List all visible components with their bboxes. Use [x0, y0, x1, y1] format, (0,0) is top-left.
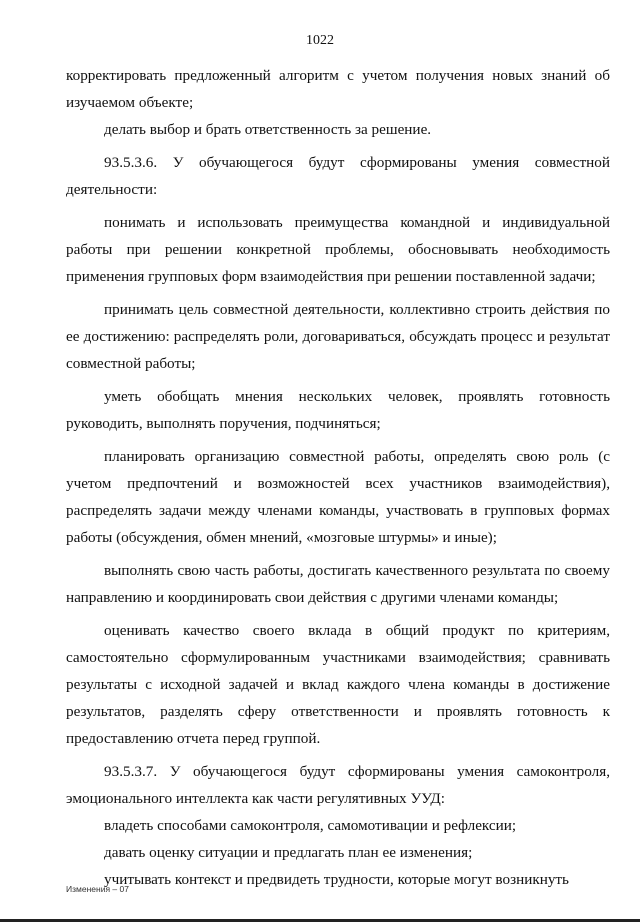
paragraph: делать выбор и брать ответственность за решение. — [104, 121, 432, 138]
section-heading-93-5-3-6: 93.5.3.6. У обучающегося будут сформированы умения совместной деятельности: — [66, 154, 610, 198]
paragraph-continuation: корректировать предложенный алгоритм с учетом получения новых знаний об изучаемом объекте; — [66, 67, 610, 111]
paragraph: выполнять свою часть работы, достигать качественного результата по своему направлению и координировать свои действия с другими членами команды; — [66, 562, 610, 606]
paragraph: понимать и использовать преимущества командной и индивидуальной работы при решении конкретной проблемы, обосновывать необходимость применения групповых форм взаимодействия при решении поставленной задачи; — [66, 214, 610, 285]
document-body — [66, 62, 610, 893]
paragraph-last: учитывать контекст и предвидеть трудности, которые могут возникнуть — [104, 871, 569, 888]
paragraph: уметь обобщать мнения нескольких человек, проявлять готовность руководить, выполнять поручения, подчиняться; — [66, 388, 610, 432]
paragraph: давать оценку ситуации и предлагать план ее изменения; — [104, 844, 473, 861]
footer-note: Изменения – 07 — [66, 884, 129, 894]
paragraph: владеть способами самоконтроля, самомотивации и рефлексии; — [104, 817, 517, 834]
section-heading-93-5-3-7: 93.5.3.7. У обучающегося будут сформированы умения самоконтроля, эмоционального интеллекта как части регулятивных УУД: — [66, 763, 610, 807]
page-number: 1022 — [306, 33, 334, 48]
paragraph: планировать организацию совместной работы, определять свою роль (с учетом предпочтений и возможностей всех участников взаимодействия), распределять задачи между членами команды, участвовать в групповых формах работы (обсуждения, обмен мнений, «мозговые штурмы» и иные); — [66, 448, 610, 546]
paragraph: оценивать качество своего вклада в общий продукт по критериям, самостоятельно сформулированным участниками взаимодействия; сравнивать результаты с исходной задачей и вклад каждого члена команды в достижение результатов, разделять сферу ответственности и проявлять готовность к предоставлению отчета перед группой. — [66, 622, 610, 747]
paragraph: принимать цель совместной деятельности, коллективно строить действия по ее достижению: распределять роли, договариваться, обсуждать процесс и результат совместной работы; — [66, 301, 610, 372]
